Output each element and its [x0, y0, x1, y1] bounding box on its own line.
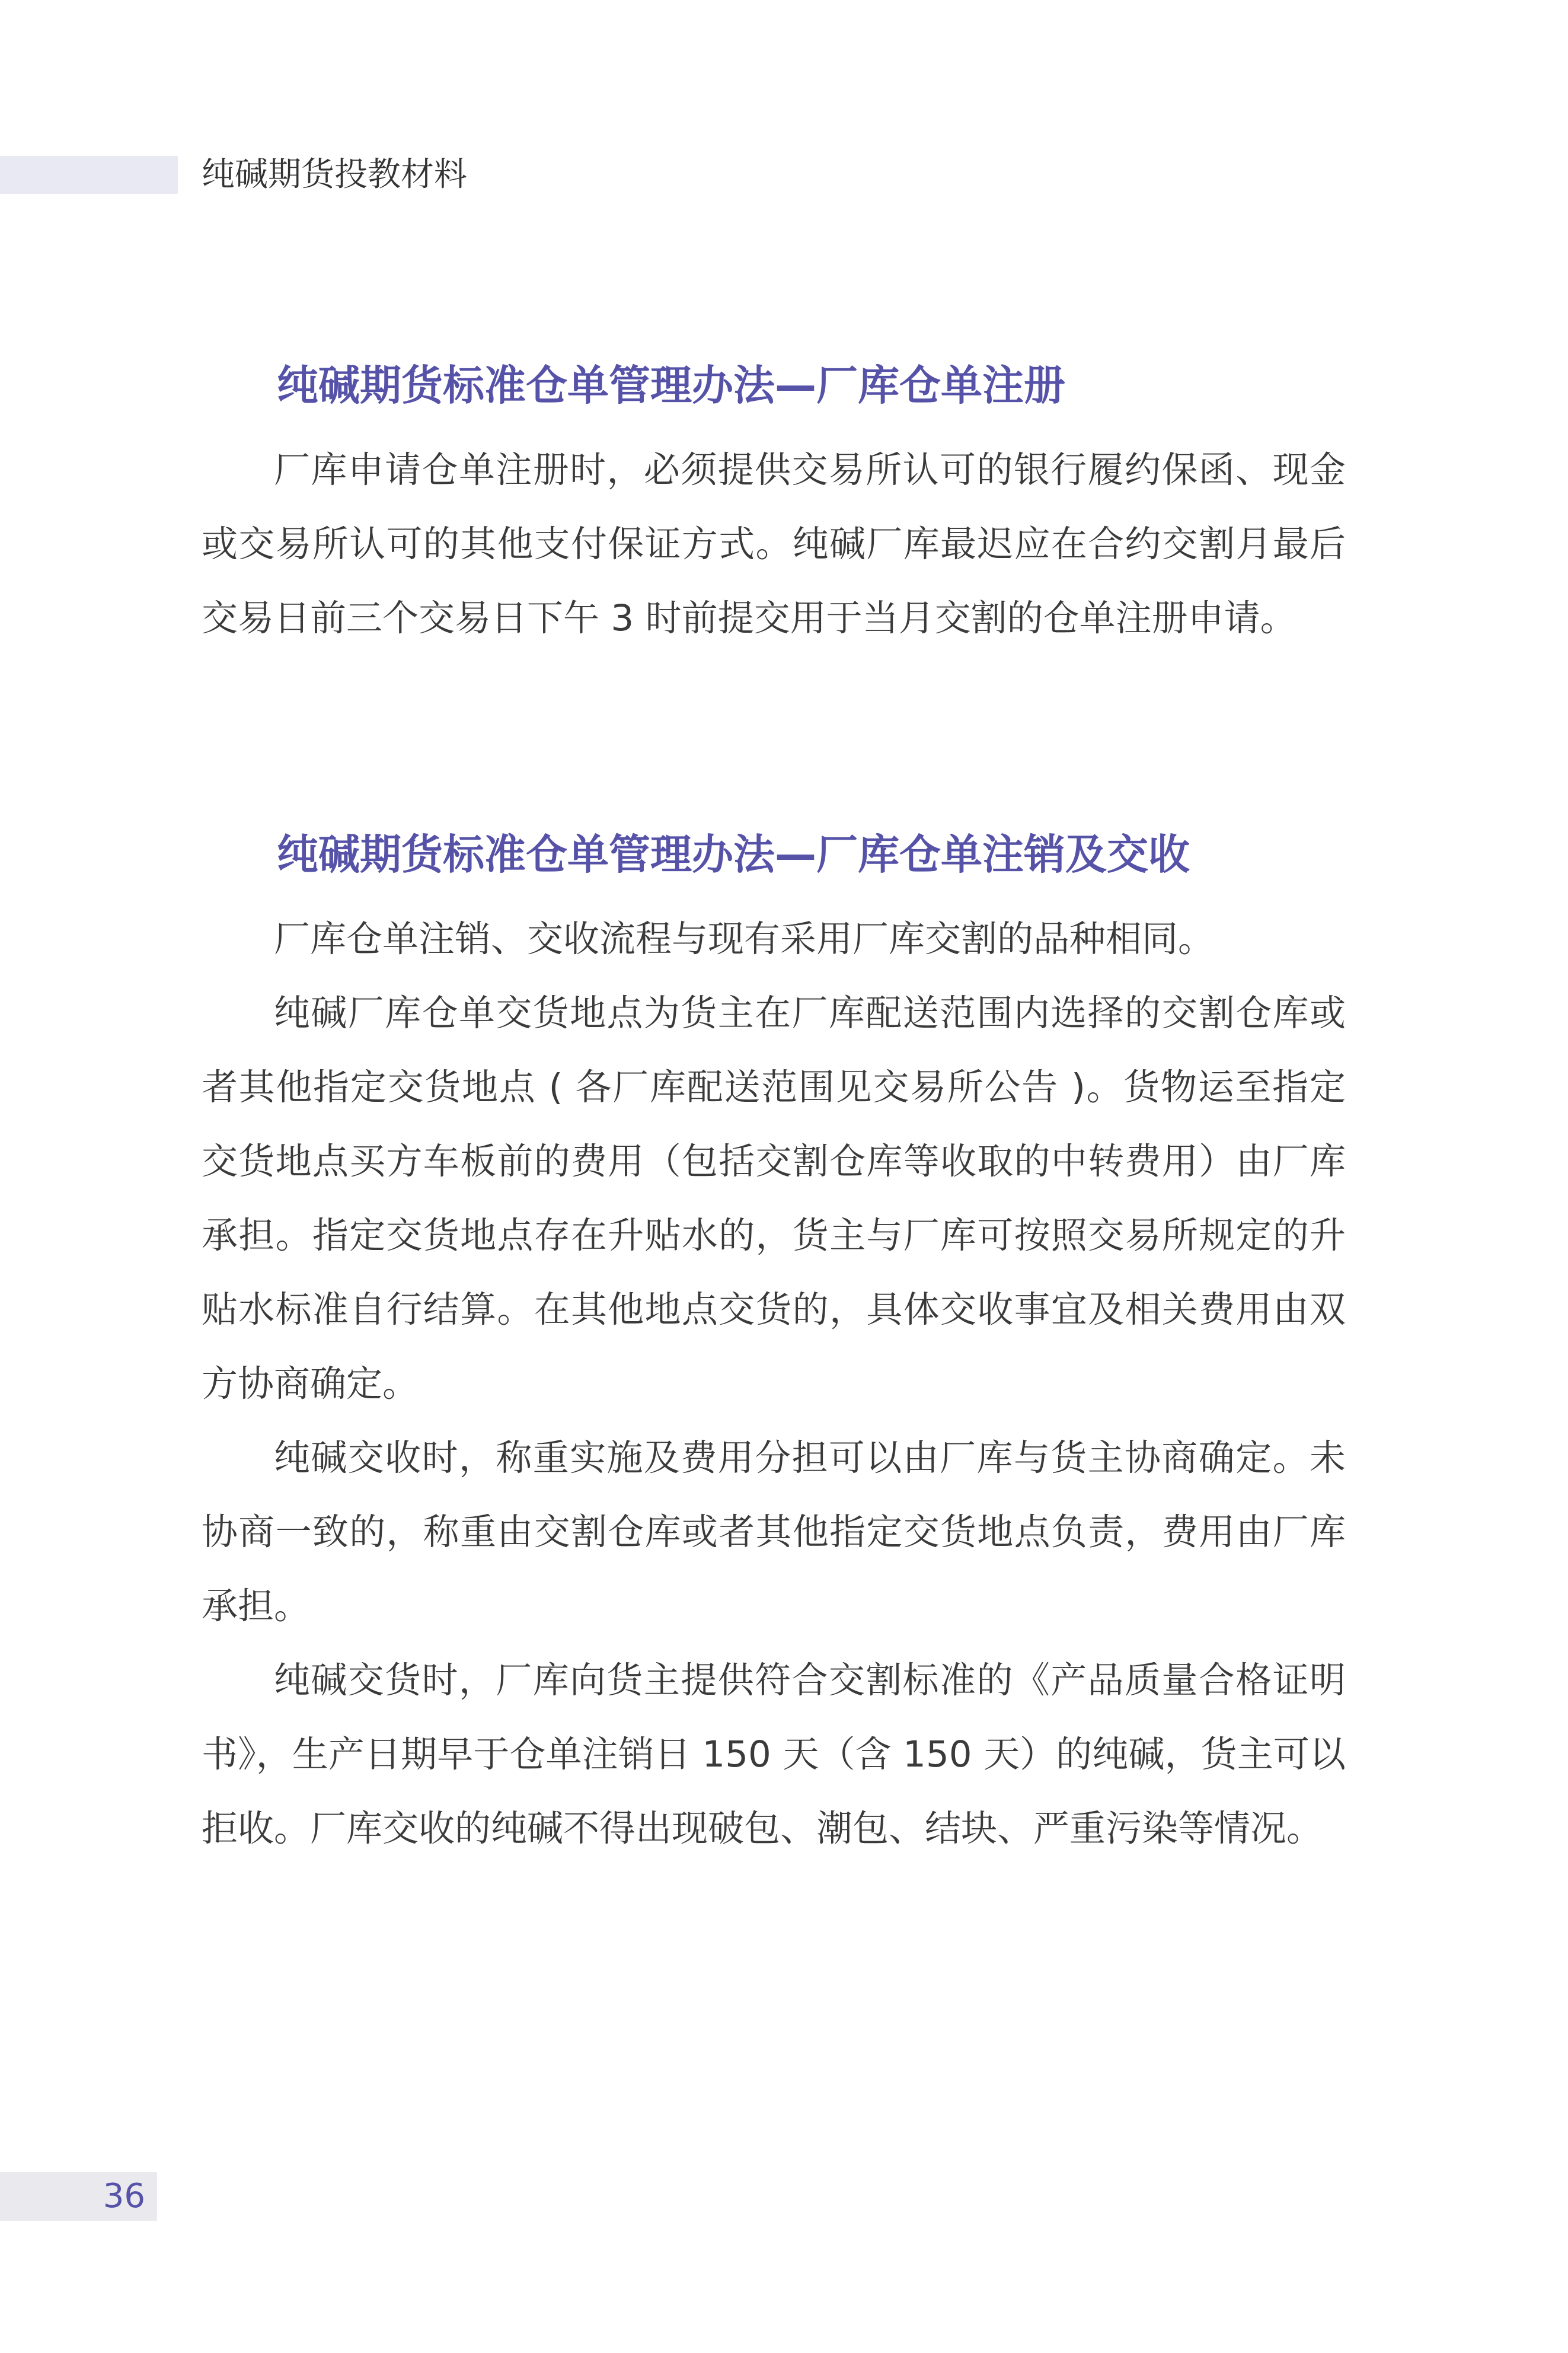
- body-paragraph: 厂库仓单注销、交收流程与现有采用厂库交割的品种相同。: [274, 918, 1215, 960]
- section-heading: 纯碱期货标准仓单管理办法—厂库仓单注销及交收: [277, 830, 1190, 879]
- body-paragraph: 纯碱厂库仓单交货地点为货主在厂库配送范围内选择的交割仓库或者其他指定交货地点 ( 各厂库配送范围见交易所公告 )。货物运至指定交货地点买方车板前的费用（包括交割仓库等收取的中转费用）由厂库承担。指定交货地点存在升贴水的，货主与厂库可按照交易所规定的升贴水标准自行结算。在其他地点交货的，具体交收事宜及相关费用由双方协商确定。: [202, 992, 1346, 1405]
- section-factory-receipt-cancellation-delivery: [202, 828, 1346, 1866]
- body-paragraph: 厂库申请仓单注册时，必须提供交易所认可的银行履约保函、现金或交易所认可的其他支付保证方式。纯碱厂库最迟应在合约交割月最后交易日前三个交易日下午 3 时前提交用于当月交割的仓单注册申请。: [202, 449, 1346, 639]
- running-header-title: 纯碱期货投教材料: [202, 155, 467, 194]
- page-number: 36: [103, 2177, 145, 2215]
- body-paragraph: 纯碱交收时，称重实施及费用分担可以由厂库与货主协商确定。未协商一致的，称重由交割仓库或者其他指定交货地点负责，费用由厂库承担。: [202, 1437, 1346, 1627]
- section-factory-receipt-registration: [202, 359, 1346, 655]
- header-decor-bar: [0, 156, 178, 194]
- section-heading: 纯碱期货标准仓单管理办法—厂库仓单注册: [277, 361, 1065, 410]
- body-paragraph: 纯碱交货时，厂库向货主提供符合交割标准的《产品质量合格证明书》，生产日期早于仓单注销日 150 天（含 150 天）的纯碱，货主可以拒收。厂库交收的纯碱不得出现破包、潮包、结块、严重污染等情况。: [202, 1659, 1346, 1850]
